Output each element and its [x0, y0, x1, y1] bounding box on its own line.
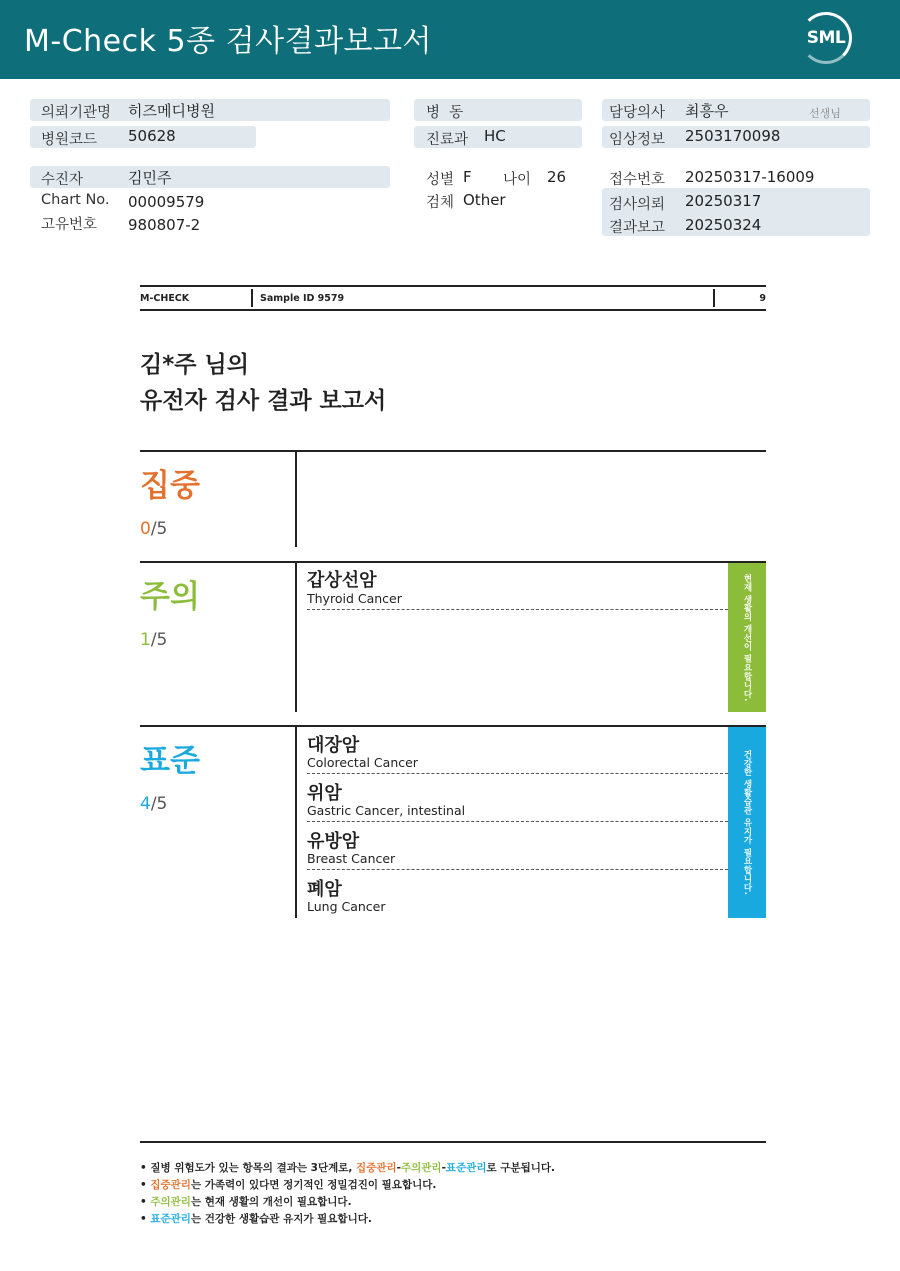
risk-item-english: Thyroid Cancer [307, 591, 402, 606]
footnote-text: 로 구분됩니다. [486, 1162, 556, 1174]
receipt-label: 접수번호 [609, 172, 666, 188]
section-divider [140, 725, 766, 727]
report-brand: M-CHECK [140, 293, 190, 304]
footnote-4 [140, 1211, 372, 1226]
unique-value: 980807-2 [128, 216, 201, 234]
hospital-code-label: 병원코드 [41, 132, 98, 148]
section-divider [140, 561, 766, 563]
footnote-text: 는 건강한 생활습관 유지가 필요합니다. [190, 1213, 372, 1225]
bullet: • [140, 1179, 147, 1191]
focus-keyword: 집중관리 [150, 1179, 191, 1191]
sml-logo [800, 12, 852, 64]
sex-label: 성별 [426, 172, 455, 188]
item-divider [307, 869, 728, 870]
footnote-text: 는 가족력이 있다면 정기적인 정밀검진이 필요합니다. [190, 1179, 437, 1191]
section-vertical-divider [295, 727, 297, 918]
risk-item-name: 폐암 [307, 879, 342, 900]
risk-item-name: 갑상선암 [307, 570, 377, 591]
footnote-text: 질병 위험도가 있는 항목의 결과는 3단계로, [150, 1162, 357, 1174]
hospital-code-value: 50628 [128, 127, 176, 145]
standard-count [140, 794, 167, 814]
risk-item-name: 유방암 [307, 831, 360, 852]
age-value: 26 [547, 168, 567, 186]
report-heading-line2: 유전자 검사 결과 보고서 [140, 388, 387, 414]
bullet: • [140, 1196, 147, 1208]
doctor-suffix: 선생님 [809, 107, 841, 120]
clinical-value: 2503170098 [685, 127, 781, 145]
chart-value: 00009579 [128, 193, 205, 211]
result-label: 결과보고 [609, 220, 666, 236]
chart-label: Chart No. [41, 192, 110, 208]
patient-label: 수진자 [41, 172, 84, 188]
footnote-2 [140, 1177, 436, 1192]
dash-text: - [396, 1162, 401, 1174]
footnote-1 [140, 1160, 555, 1175]
caution-count [140, 630, 167, 650]
footnote-text: 는 현재 생활의 개선이 필요합니다. [190, 1196, 352, 1208]
header-bar [0, 0, 900, 79]
report-top-strip [140, 285, 766, 311]
bullet: • [140, 1162, 147, 1174]
caution-section-title: 주의 [140, 579, 200, 615]
risk-item-english: Gastric Cancer, intestinal [307, 803, 466, 818]
standard-section-title: 표준 [140, 743, 200, 779]
footnote-3 [140, 1194, 352, 1209]
doctor-value: 최흥우 [685, 102, 729, 120]
caution-count-num: 1 [140, 630, 151, 650]
risk-item-name: 위암 [307, 783, 342, 804]
standard-count-num: 4 [140, 794, 151, 814]
standard-side-tab [728, 727, 766, 918]
standard-keyword: 표준관리 [445, 1162, 487, 1174]
ward-label: 병 동 [426, 105, 464, 121]
receipt-value: 20250317-16009 [685, 168, 815, 186]
strip-divider [251, 289, 253, 307]
risk-item-english: Lung Cancer [307, 899, 386, 914]
standard-keyword: 표준관리 [150, 1213, 191, 1225]
doctor-label: 담당의사 [609, 105, 666, 121]
sample-id: Sample ID 9579 [260, 293, 345, 304]
patient-value: 김민주 [128, 169, 172, 187]
caution-keyword: 주의관리 [150, 1196, 191, 1208]
focus-keyword: 집중관리 [356, 1162, 397, 1174]
section-divider [140, 450, 766, 452]
dept-label: 진료과 [426, 132, 469, 148]
caution-count-total: /5 [150, 630, 168, 650]
risk-item-english: Breast Cancer [307, 851, 396, 866]
dash-text: - [441, 1162, 446, 1174]
item-divider [307, 821, 728, 822]
standard-tab-text: 건강한 생활습관 유지가 필요합니다. [742, 749, 752, 896]
focus-count [140, 519, 167, 539]
clinical-label: 임상정보 [609, 132, 666, 148]
section-vertical-divider [295, 452, 297, 547]
info-bar-patient [30, 166, 390, 188]
risk-item-name: 대장암 [307, 735, 360, 756]
item-divider [307, 609, 728, 610]
referring-label: 의뢰기관명 [41, 105, 112, 121]
strip-divider [713, 289, 715, 307]
risk-item-english: Colorectal Cancer [307, 755, 418, 770]
focus-count-total: /5 [150, 519, 168, 539]
page-title: M-Check 5종 검사결과보고서 [24, 24, 432, 59]
caution-side-tab [728, 563, 766, 712]
focus-count-num: 0 [140, 519, 151, 539]
unique-label: 고유번호 [41, 217, 98, 233]
focus-section-title: 집중 [140, 468, 200, 504]
sex-value: F [463, 168, 472, 186]
section-vertical-divider [295, 563, 297, 712]
caution-tab-text: 현재 생활의 개선이 필요합니다. [742, 573, 752, 702]
specimen-value: Other [463, 191, 506, 209]
caution-keyword: 주의관리 [400, 1162, 442, 1174]
footer-divider [140, 1141, 766, 1143]
logo-text: SML [806, 28, 846, 48]
referring-value: 히즈메디병원 [128, 102, 215, 120]
page-number: 9 [759, 293, 766, 304]
result-value: 20250324 [685, 216, 762, 234]
request-value: 20250317 [685, 192, 762, 210]
report-heading-line1: 김*주 님의 [140, 352, 249, 378]
standard-count-total: /5 [150, 794, 168, 814]
dept-value: HC [484, 127, 506, 145]
bullet: • [140, 1213, 147, 1225]
age-label: 나이 [503, 172, 532, 188]
specimen-label: 검체 [426, 195, 455, 211]
item-divider [307, 773, 728, 774]
request-label: 검사의뢰 [609, 197, 666, 213]
